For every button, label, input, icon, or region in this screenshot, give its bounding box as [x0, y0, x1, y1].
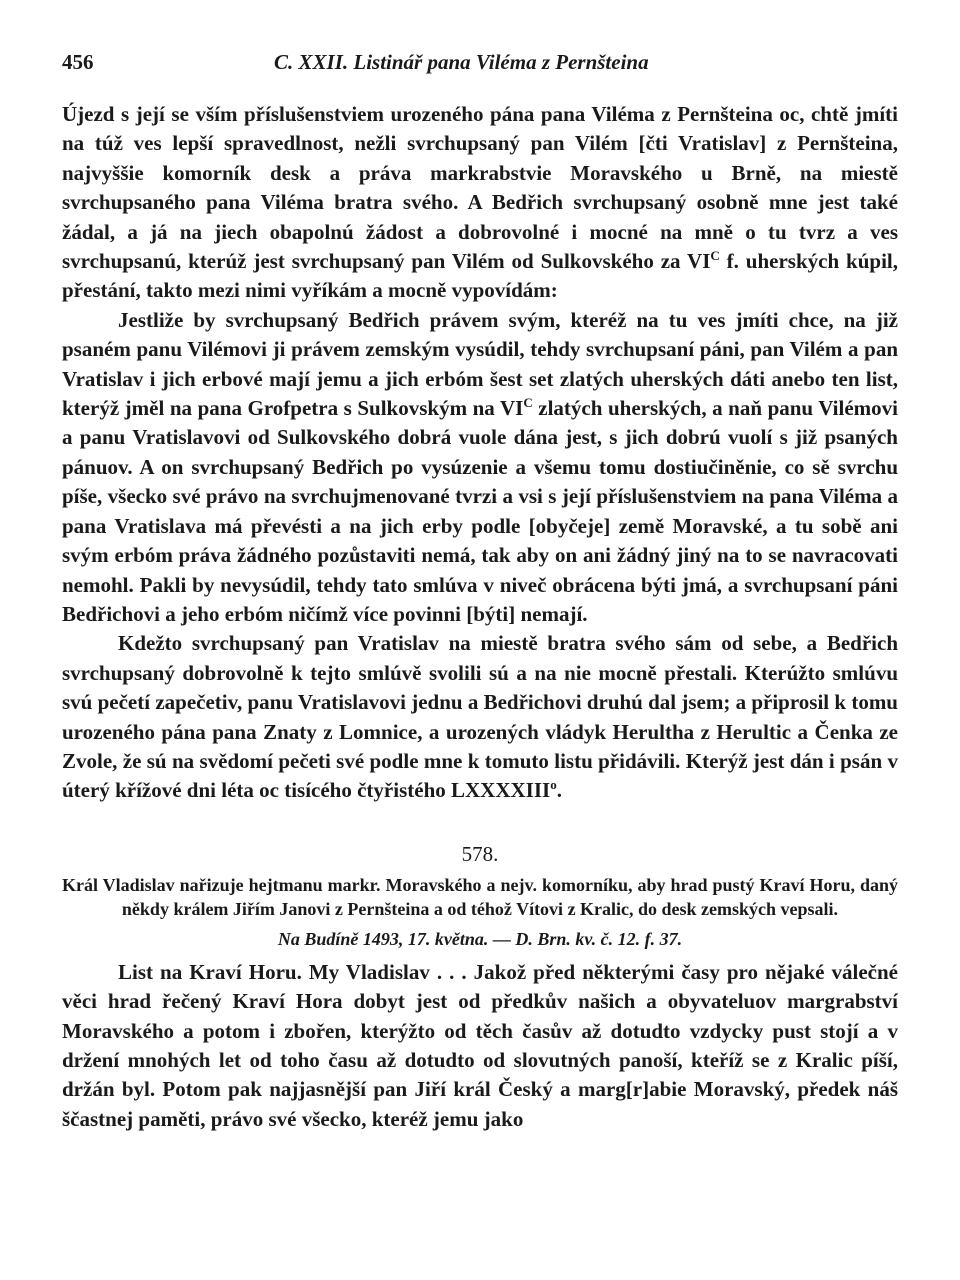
running-head: C. XXII. Listinář pana Viléma z Pernšteina: [274, 50, 649, 74]
document-regest: Král Vladislav nařizuje hejtmanu markr. Moravského a nejv. komorníku, aby hrad pustý Kraví Horu, daný někdy králem Jiřím Janovi z Pernšteina a od téhož Vítovi z Kralic, do desk zemských vepsali.: [62, 874, 898, 919]
document-number: 578.: [461, 841, 499, 866]
page-body: [62, 100, 898, 1134]
superscript: C: [523, 395, 533, 411]
paragraph-tail: f. uherských kúpil, přestání, takto mezi nimi vyříkám a mocně vypovídám:: [62, 249, 898, 303]
superscript: C: [710, 248, 720, 264]
paragraph-text: Újezd s její se vším příslušenstviem urozeného pána pana Viléma z Pernšteina oc, chtě jmíti na túž ves lepší spravedlnost, nežli svrchupsaný pan Vilém [čti Vratislav] z Pernšteina, najvyššie komorník desk a práva markrabstvie Moravského u Brně, na miestě svrchupsaného pana Viléma bratra svého. A Bedřich svrchupsaný osobně mne jest také žádal, a já na jiech obapolnú žádost a dobrovolné i mocné na mně o tu tvrz a ves svrchupsanú, kterúž jest svrchupsaný pan Vilém od Sulkovského za VI: [62, 102, 898, 274]
superscript: o: [550, 777, 557, 793]
paragraph-sealing-clause: [62, 629, 898, 805]
document-text: List na Kraví Horu. My Vladislav . . . Jakož před některými časy pro nějaké válečné věci hrad řečený Kraví Hora dobyt jest od předkův našich a obyvateluov margrabství Moravského a potom i zbořen, kterýžto od těch časův až dotudto vzdycky pust stojí a v držení mnohých let od toho času až dotudto od slovutných panoší, kteříž se z Kralic píší, držán byl. Potom pak najjasnější pan Jiří král Český a marg[r]abie Moravský, předek náš ščastnej paměti, právo své všecko, kteréž jemu jako: [62, 959, 898, 1131]
paragraph-arbitration-terms: [62, 306, 898, 629]
paragraph-text: Kdežto svrchupsaný pan Vratislav na miestě bratra svého sám od sebe, a Bedřich svrchupsaný dobrovolně k tejto smlúvě svolili sú a na nie mocně přestali. Kterúžto smlúvu svú pečetí zapečetiv, panu Vratislavovi jednu a Bedřichovi druhú dal jsem; a připrosil k tomu urozeného pána pana Znaty z Lomnice, a urozených vládyk Herultha z Herultic a Čenka ze Zvole, že sú na svědomí pečeti své podle mne k tomuto listu přidávili. Kterýž jest dán i psán v úterý křížové dni léta oc tisícého čtyřistého LXXXXIII: [62, 631, 898, 803]
paragraph-tail: .: [556, 778, 562, 803]
paragraph-tail: zlatých uherských, a naň panu Vilémovi a panu Vratislavovi od Sulkovského dobrá vuole dána jest, s jich dobrú vuolí s již psaných pánuov. A on svrchupsaný Bedřich po vysúzenie a všemu tomu dostiučiněnie, co sě svrchu píše, všecko své právo na svrchujmenované tvrzi a vsi s její příslušenstviem na pana Viléma a pana Vratislava má převésti a na jich erby podle [obyčeje] země Moravské, a tu sobě ani svým erbóm práva žádného pozůstaviti nemá, tak aby on ani žádný jiný na to se navracovati nemohl. Pakli by nevysúdil, tehdy tato smlúva v niveč obrácena býti jmá, a svrchupsaní páni Bedřichovi a jeho erbóm ničímž více povinni [býti] nemají.: [62, 396, 898, 626]
paragraph-text: Jestliže by svrchupsaný Bedřich právem svým, kteréž na tu ves jmíti chce, na již psaném panu Vilémovi ji právem zemským vysúdil, tehdy svrchupsaní páni, pan Vilém a pan Vratislav i jich erbové mají jemu a jich erbóm šest set zlatých uherských dáti anebo ten list, kterýž jměl na pana Grofpetra s Sulkovským na VI: [62, 307, 898, 421]
page-header: [62, 50, 898, 80]
page-number: 456: [62, 50, 94, 74]
document-dating: Na Budíně 1493, 17. května. — D. Brn. kv. č. 12. f. 37.: [277, 928, 683, 949]
paragraph-arbitration-intro: [62, 100, 898, 306]
